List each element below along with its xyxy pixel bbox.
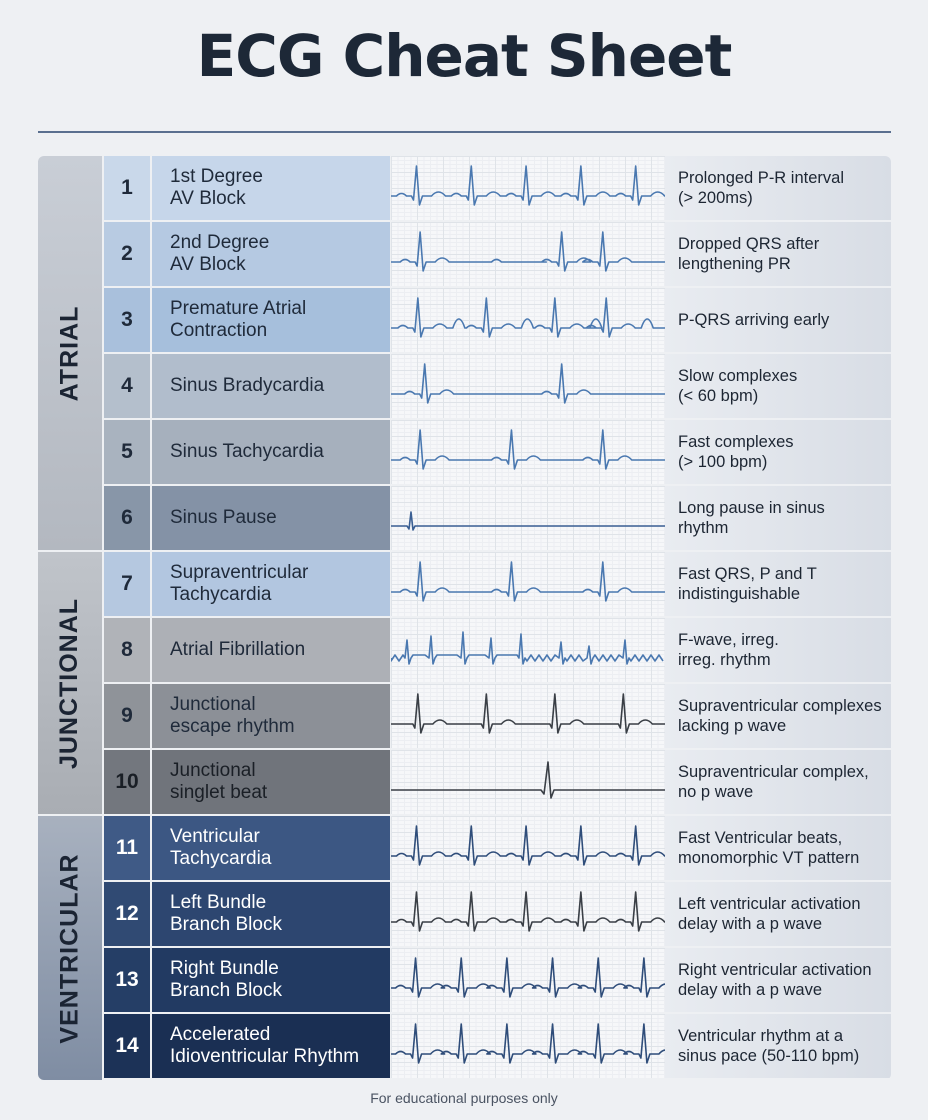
ecg-strip: [391, 552, 665, 616]
ecg-strip: [391, 1014, 665, 1078]
rhythm-description: Prolonged P-R interval (> 200ms): [665, 156, 891, 220]
table-row: [104, 816, 891, 880]
table-row: [104, 618, 891, 682]
ecg-strip: [391, 156, 665, 220]
group-ventricular: [38, 816, 102, 1080]
row-number: 12: [104, 882, 150, 946]
group-junctional: [38, 552, 102, 814]
rhythm-description: P-QRS arriving early: [665, 288, 891, 352]
rhythm-name: Sinus Bradycardia: [152, 354, 390, 418]
ecg-strip: [391, 618, 665, 682]
rhythm-name: 1st Degree AV Block: [152, 156, 390, 220]
ecg-trace: [391, 486, 665, 550]
rhythm-description: Right ventricular activation delay with a p wave: [665, 948, 891, 1012]
ecg-strip: [391, 354, 665, 418]
row-number: 10: [104, 750, 150, 814]
ecg-strip: [391, 486, 665, 550]
ecg-trace: [391, 1014, 665, 1078]
ecg-strip: [391, 948, 665, 1012]
row-number: 3: [104, 288, 150, 352]
table-row: [104, 486, 891, 550]
rhythm-name: Left Bundle Branch Block: [152, 882, 390, 946]
group-atrial: [38, 156, 102, 550]
row-number: 5: [104, 420, 150, 484]
rhythm-description: Fast complexes (> 100 bpm): [665, 420, 891, 484]
rhythm-name: Ventricular Tachycardia: [152, 816, 390, 880]
rhythm-description: Dropped QRS after lengthening PR: [665, 222, 891, 286]
table-row: [104, 684, 891, 748]
ecg-trace: [391, 816, 665, 880]
group-ventricular-label: VENTRICULAR: [55, 852, 84, 1044]
row-number: 2: [104, 222, 150, 286]
table-row: [104, 750, 891, 814]
row-number: 4: [104, 354, 150, 418]
rhythm-description: Supraventricular complex, no p wave: [665, 750, 891, 814]
ecg-trace: [391, 750, 665, 814]
row-number: 7: [104, 552, 150, 616]
ecg-strip: [391, 882, 665, 946]
rhythm-name: Atrial Fibrillation: [152, 618, 390, 682]
rhythm-description: Fast QRS, P and T indistinguishable: [665, 552, 891, 616]
rhythm-description: Supraventricular complexes lacking p wave: [665, 684, 891, 748]
rhythm-name: Premature Atrial Contraction: [152, 288, 390, 352]
ecg-strip: [391, 816, 665, 880]
table-row: [104, 948, 891, 1012]
ecg-trace: [391, 684, 665, 748]
row-number: 6: [104, 486, 150, 550]
ecg-trace: [391, 882, 665, 946]
rhythm-name: Sinus Tachycardia: [152, 420, 390, 484]
row-number: 1: [104, 156, 150, 220]
rhythm-description: Ventricular rhythm at a sinus pace (50-110 bpm): [665, 1014, 891, 1078]
row-number: 13: [104, 948, 150, 1012]
row-number: 9: [104, 684, 150, 748]
ecg-trace: [391, 552, 665, 616]
footer-note: For educational purposes only: [370, 1090, 558, 1106]
title-divider: [38, 131, 891, 133]
page-title: ECG Cheat Sheet: [196, 22, 732, 90]
ecg-strip: [391, 288, 665, 352]
ecg-trace: [391, 618, 665, 682]
table-row: [104, 288, 891, 352]
rhythm-name: Junctional singlet beat: [152, 750, 390, 814]
group-junctional-label: JUNCTIONAL: [55, 597, 84, 769]
table-row: [104, 882, 891, 946]
rhythm-name: 2nd Degree AV Block: [152, 222, 390, 286]
rhythm-name: Junctional escape rhythm: [152, 684, 390, 748]
group-atrial-label: ATRIAL: [55, 305, 84, 401]
ecg-trace: [391, 222, 665, 286]
ecg-trace: [391, 948, 665, 1012]
table-row: [104, 156, 891, 220]
ecg-trace: [391, 288, 665, 352]
table-row: [104, 222, 891, 286]
row-number: 11: [104, 816, 150, 880]
ecg-trace: [391, 354, 665, 418]
ecg-table: [38, 156, 891, 1080]
rhythm-description: Fast Ventricular beats, monomorphic VT pattern: [665, 816, 891, 880]
rhythm-name: Accelerated Idioventricular Rhythm: [152, 1014, 390, 1078]
ecg-trace: [391, 420, 665, 484]
ecg-trace: [391, 156, 665, 220]
ecg-strip: [391, 684, 665, 748]
rhythm-name: Sinus Pause: [152, 486, 390, 550]
row-number: 14: [104, 1014, 150, 1078]
rhythm-name: Right Bundle Branch Block: [152, 948, 390, 1012]
ecg-strip: [391, 750, 665, 814]
table-row: [104, 552, 891, 616]
ecg-strip: [391, 222, 665, 286]
rhythm-name: Supraventricular Tachycardia: [152, 552, 390, 616]
rhythm-description: Left ventricular activation delay with a p wave: [665, 882, 891, 946]
row-number: 8: [104, 618, 150, 682]
rhythm-description: Long pause in sinus rhythm: [665, 486, 891, 550]
rhythm-description: F-wave, irreg. irreg. rhythm: [665, 618, 891, 682]
table-row: [104, 354, 891, 418]
table-row: [104, 1014, 891, 1078]
ecg-strip: [391, 420, 665, 484]
rhythm-description: Slow complexes (< 60 bpm): [665, 354, 891, 418]
table-row: [104, 420, 891, 484]
